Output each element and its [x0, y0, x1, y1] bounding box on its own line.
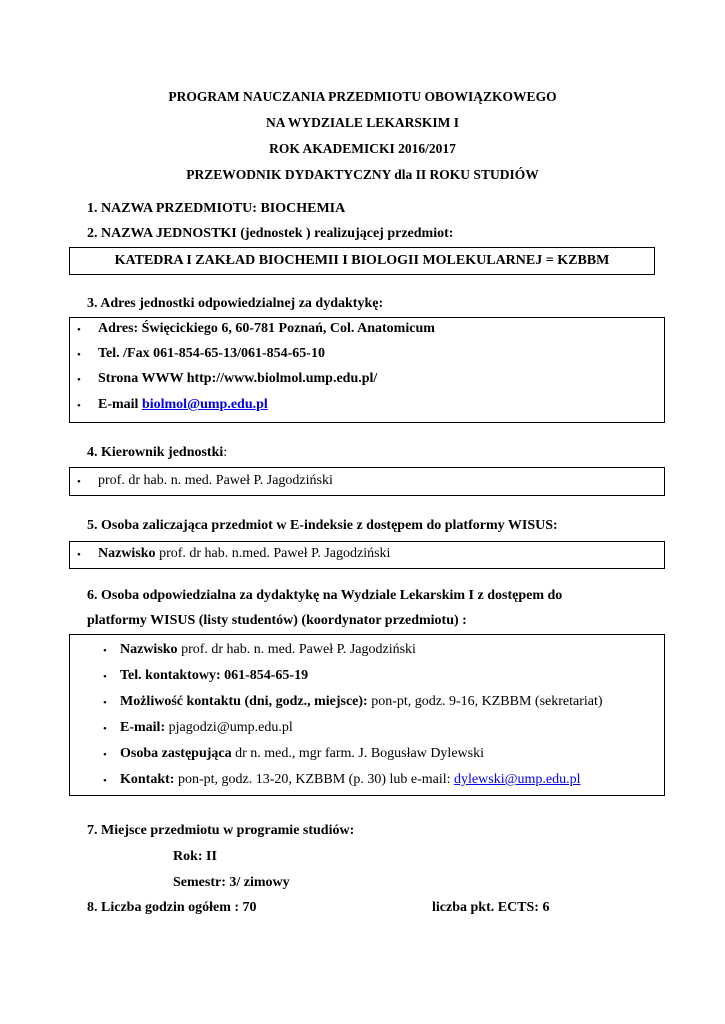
bullet-icon: •: [103, 723, 107, 735]
bullet-icon: •: [103, 645, 107, 657]
subject-name: 1. NAZWA PRZEDMIOTU: BIOCHEMIA: [87, 201, 346, 216]
bullet-icon: •: [77, 400, 81, 412]
coordinator-title-1: 6. Osoba odpowiedzialna za dydaktykę na Wydziale Lekarskim I z dostępem do: [87, 588, 563, 603]
unit-box: [69, 247, 655, 275]
program-place-title: 7. Miejsce przedmiotu w programie studiów:: [87, 823, 355, 838]
bullet-icon: •: [103, 671, 107, 683]
bullet-icon: •: [103, 697, 107, 709]
bullet-icon: •: [77, 476, 81, 488]
header-line-4: PRZEWODNIK DYDAKTYCZNY dla II ROKU STUDIÓW: [186, 167, 539, 182]
deputy-email-link[interactable]: dylewski@ump.edu.pl: [454, 772, 581, 787]
header-line-3: ROK AKADEMICKI 2016/2017: [269, 141, 456, 156]
coordinator-box: [69, 634, 665, 796]
bullet-icon: •: [77, 374, 81, 386]
bullet-icon: •: [103, 749, 107, 761]
address-title: 3. Adres jednostki odpowiedzialnej za dydaktykę:: [87, 296, 384, 311]
header-line-2: NA WYDZIALE LEKARSKIM I: [266, 115, 459, 130]
semester-value: Semestr: 3/ zimowy: [173, 875, 290, 890]
bullet-icon: •: [77, 549, 81, 561]
head-name: prof. dr hab. n. med. Paweł P. Jagodziński: [98, 473, 333, 488]
bullet-icon: •: [77, 349, 81, 361]
bullet-icon: •: [77, 324, 81, 336]
coordinator-email: E-mail: pjagodzi@ump.edu.pl: [120, 720, 293, 735]
ects-points: liczba pkt. ECTS: 6: [432, 900, 550, 915]
address-box: [69, 317, 665, 423]
bullet-icon: •: [103, 775, 107, 787]
unit-title: 2. NAZWA JEDNOSTKI (jednostek ) realizującej przedmiot:: [87, 226, 454, 241]
website-line: Strona WWW http://www.biolmol.ump.edu.pl/: [98, 371, 378, 386]
unit-email-link[interactable]: biolmol@ump.edu.pl: [141, 397, 268, 412]
phone-line: Tel. /Fax 061-854-65-13/061-854-65-10: [98, 346, 325, 361]
grader-box: [69, 541, 665, 569]
total-hours: 8. Liczba godzin ogółem : 70: [87, 900, 257, 915]
deputy-line: Osoba zastępująca dr n. med., mgr farm. J. Bogusław Dylewski: [120, 746, 484, 761]
head-title: 4. Kierownik jednostki:: [87, 445, 228, 460]
address-line: Adres: Święcickiego 6, 60-781 Poznań, Col. Anatomicum: [98, 321, 435, 336]
email-label: E-mail: [98, 397, 142, 412]
coordinator-title-2: platformy WISUS (listy studentów) (koordynator przedmiotu) :: [87, 613, 467, 628]
grader-line: Nazwisko prof. dr hab. n.med. Paweł P. Jagodziński: [98, 546, 391, 561]
unit-name: KATEDRA I ZAKŁAD BIOCHEMII I BIOLOGII MOLEKULARNEJ = KZBBM: [114, 253, 610, 268]
coordinator-name: Nazwisko prof. dr hab. n. med. Paweł P. Jagodziński: [120, 642, 416, 657]
header-line-1: PROGRAM NAUCZANIA PRZEDMIOTU OBOWIĄZKOWEGO: [168, 89, 557, 104]
coordinator-phone: Tel. kontaktowy: 061-854-65-19: [120, 668, 309, 683]
grader-title: 5. Osoba zaliczająca przedmiot w E-indeksie z dostępem do platformy WISUS:: [87, 518, 558, 533]
coordinator-contact-hours: Możliwość kontaktu (dni, godz., miejsce): pon-pt, godz. 9-16, KZBBM (sekretariat): [120, 694, 603, 709]
year-value: Rok: II: [173, 849, 217, 864]
head-box: [69, 467, 665, 496]
deputy-contact-line: Kontakt: pon-pt, godz. 13-20, KZBBM (p. 30) lub e-mail: dylewski@ump.edu.pl: [120, 772, 581, 787]
email-line: [98, 397, 268, 413]
